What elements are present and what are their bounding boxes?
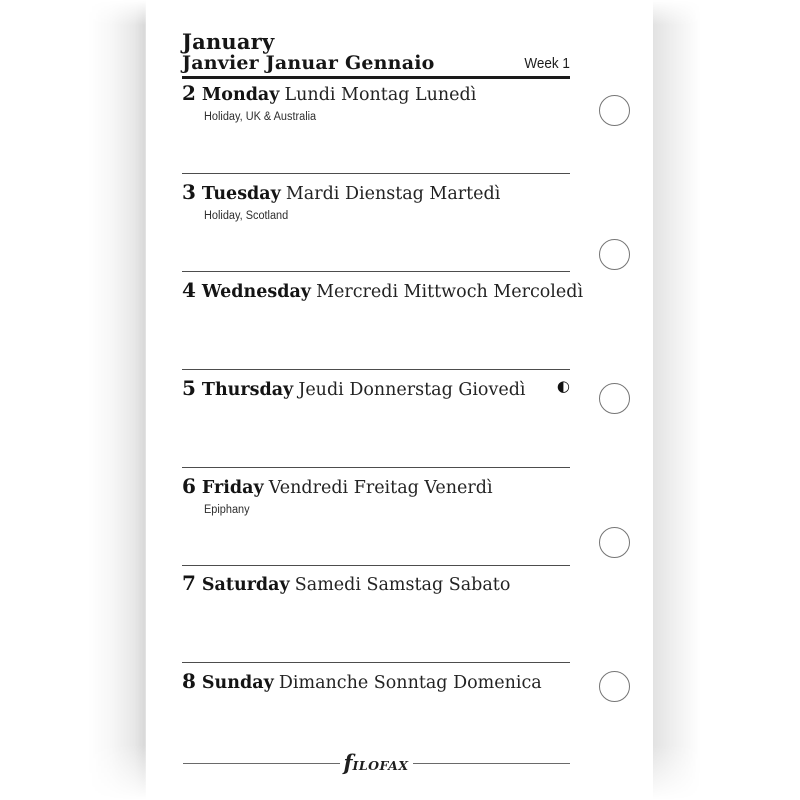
day-heading: [182, 80, 570, 105]
day-name-translations: Jeudi Donnerstag Giovedì: [298, 379, 526, 400]
day-name: Saturday: [201, 575, 290, 595]
day-number: 5: [182, 375, 196, 400]
month-title: January: [182, 29, 275, 54]
day-row-friday: [182, 467, 570, 516]
filofax-logo-rest: ILOFAX: [352, 758, 409, 773]
filofax-logo: [182, 752, 570, 777]
day-name: Friday: [201, 477, 264, 498]
day-heading: [182, 375, 570, 400]
day-name-translations: Vendredi Freitag Venerdì: [268, 477, 493, 498]
day-number: 4: [182, 277, 196, 302]
day-heading: [182, 179, 570, 204]
day-number: 3: [182, 179, 196, 204]
day-heading: [182, 473, 570, 498]
footer: [182, 752, 570, 778]
punch-hole: [599, 671, 630, 702]
day-name-translations: Mercredi Mittwoch Mercoledì: [316, 281, 584, 302]
first-quarter-moon-icon: ◐: [556, 377, 570, 395]
day-number: 2: [182, 80, 196, 105]
day-name-translations: Mardi Dienstag Martedì: [285, 183, 501, 204]
day-name-translations: Dimanche Sonntag Domenica: [278, 672, 542, 693]
day-heading: [182, 277, 584, 302]
day-row-wednesday: [182, 271, 584, 302]
punch-hole: [599, 239, 630, 270]
page-edge-shadow-right: [653, 0, 701, 800]
day-number: 6: [182, 473, 196, 498]
footer-rule-right: [413, 763, 570, 764]
day-name: Wednesday: [201, 281, 311, 302]
day-name: Sunday: [201, 672, 274, 693]
punch-hole: [599, 95, 630, 126]
day-name-translations: Lundi Montag Lunedì: [284, 84, 477, 105]
day-row-thursday: [182, 369, 570, 400]
filofax-logo-initial: f: [343, 750, 353, 775]
page-edge-shadow-left: [88, 0, 146, 800]
day-name: Thursday: [201, 379, 294, 400]
day-name: Tuesday: [201, 183, 281, 204]
holiday-note: Holiday, UK & Australia: [204, 110, 317, 123]
holiday-note: Holiday, Scotland: [204, 209, 289, 222]
day-name: Monday: [201, 84, 280, 105]
month-translations: Janvier Januar Gennaio: [182, 52, 435, 74]
day-row-tuesday: [182, 173, 570, 222]
day-heading: [182, 668, 570, 693]
day-row-sunday: [182, 662, 570, 693]
punch-hole: [599, 527, 630, 558]
day-row-monday: [182, 75, 570, 123]
day-number: 8: [182, 668, 196, 693]
holiday-note: Epiphany: [204, 503, 250, 516]
day-heading: [182, 573, 570, 595]
day-row-saturday: [182, 565, 570, 596]
day-number: 7: [182, 571, 196, 595]
day-name-translations: Samedi Samstag Sabato: [294, 575, 511, 595]
punch-hole: [599, 383, 630, 414]
week-number-label: Week 1: [524, 56, 570, 72]
